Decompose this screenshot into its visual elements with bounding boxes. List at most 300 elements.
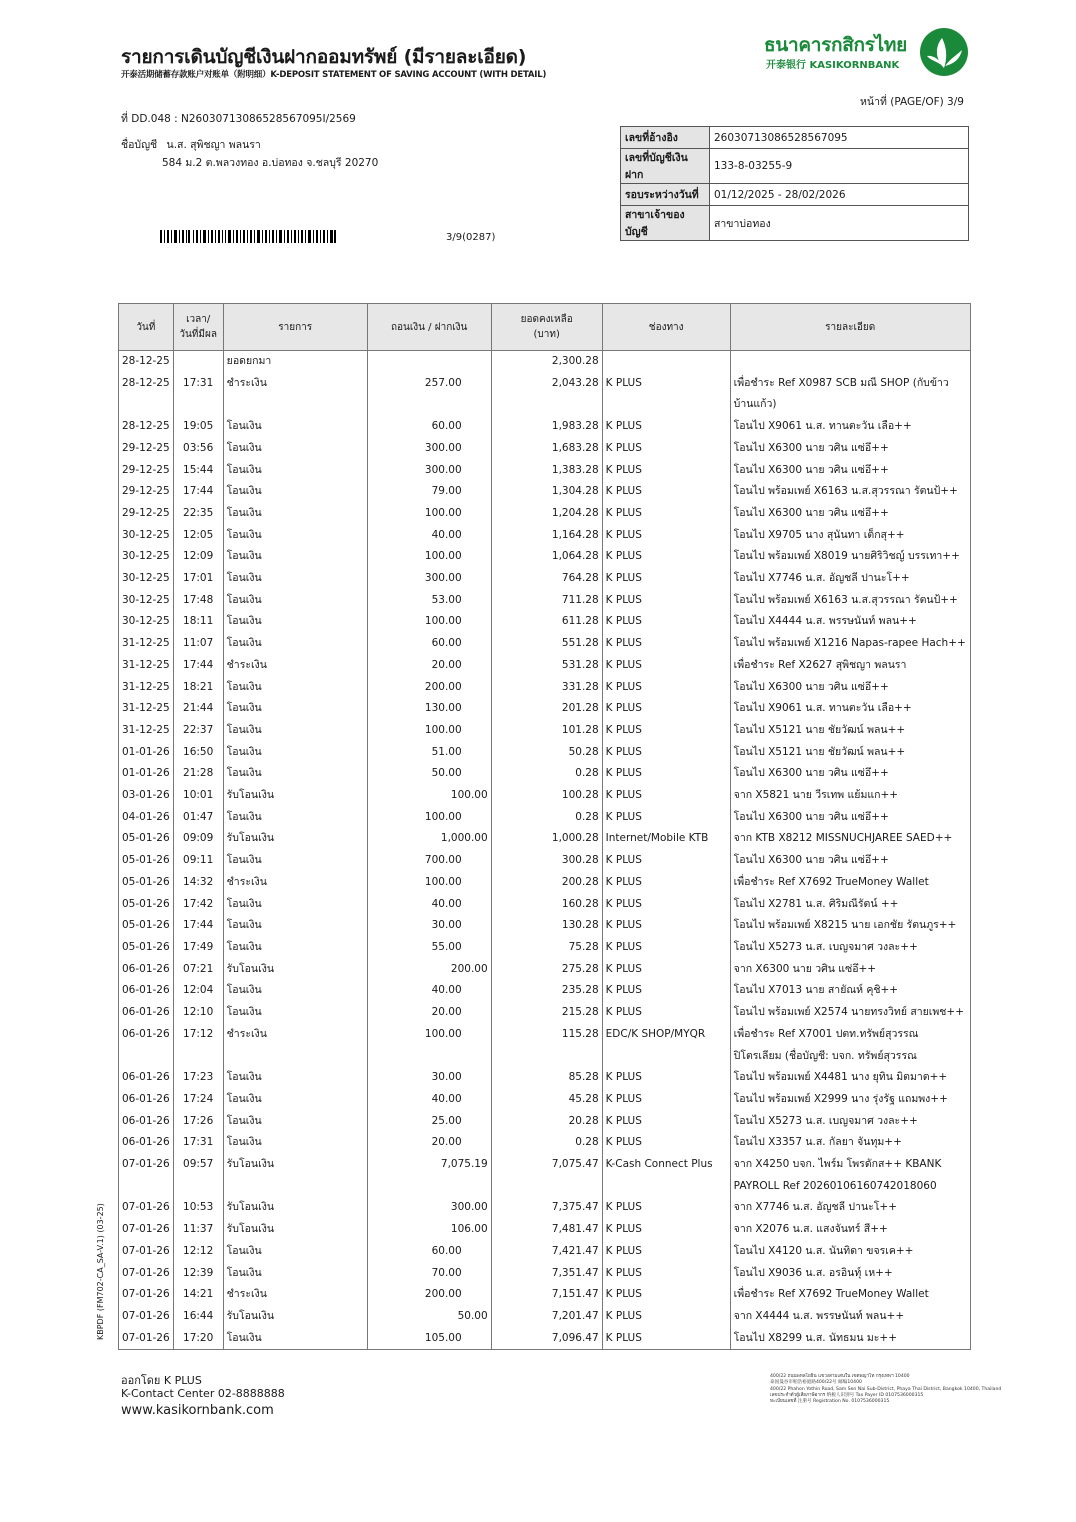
table-row <box>119 1111 971 1133</box>
cell-amount <box>367 438 491 460</box>
cell-item: โอนเงิน <box>223 1089 367 1111</box>
cell-balance: 7,481.47 <box>491 1219 602 1241</box>
cell-time: 12:12 <box>173 1241 223 1263</box>
withdraw-amount: 55.00 <box>431 940 462 953</box>
cell-detail <box>730 1328 970 1350</box>
table-row <box>119 677 971 699</box>
cell-date: 01-01-26 <box>119 742 174 764</box>
cell-channel: K PLUS <box>602 763 730 785</box>
cell-amount <box>367 655 491 677</box>
cell-time: 10:53 <box>173 1197 223 1219</box>
table-row <box>119 1067 971 1089</box>
cell-detail <box>730 1284 970 1306</box>
cell-date: 31-12-25 <box>119 633 174 655</box>
cell-balance: 1,383.28 <box>491 460 602 482</box>
table-row <box>119 481 971 503</box>
withdraw-amount: 40.00 <box>431 897 462 910</box>
cell-date: 06-01-26 <box>119 980 174 1002</box>
cell-channel: K PLUS <box>602 677 730 699</box>
cell-detail <box>730 1024 970 1067</box>
cell-channel: K PLUS <box>602 1263 730 1285</box>
detail-text: เพื่อชำระ Ref X2627 สุพิชญา พลนรา <box>733 658 907 671</box>
statement-subtitle: 开泰活期储蓄存款账户对账单（附明细）K-DEPOSIT STATEMENT OF SAVING ACCOUNT (WITH DETAIL) <box>121 70 547 80</box>
cell-detail <box>730 1002 970 1024</box>
cell-detail <box>730 655 970 677</box>
cell-detail <box>730 351 970 373</box>
cell-detail <box>730 698 970 720</box>
cell-item: โอนเงิน <box>223 1111 367 1133</box>
cell-detail <box>730 1263 970 1285</box>
account-name-label: ชื่อบัญชี <box>121 139 158 151</box>
table-row <box>119 850 971 872</box>
cell-balance: 0.28 <box>491 1132 602 1154</box>
cell-amount <box>367 785 491 807</box>
cell-item: ชำระเงิน <box>223 655 367 677</box>
table-row <box>119 373 971 416</box>
cell-time: 21:28 <box>173 763 223 785</box>
cell-balance: 0.28 <box>491 807 602 829</box>
withdraw-amount: 300.00 <box>424 572 462 585</box>
info-row <box>621 184 969 206</box>
cell-balance: 2,043.28 <box>491 373 602 416</box>
cell-time: 11:37 <box>173 1219 223 1241</box>
cell-balance: 160.28 <box>491 894 602 916</box>
cell-item: โอนเงิน <box>223 720 367 742</box>
table-row <box>119 1024 971 1067</box>
cell-date: 05-01-26 <box>119 915 174 937</box>
cell-date: 31-12-25 <box>119 720 174 742</box>
cell-detail <box>730 525 970 547</box>
detail-text: โอนไป X5273 น.ส. เบญจมาศ วงละ++ <box>733 1114 918 1127</box>
cell-balance: 115.28 <box>491 1024 602 1067</box>
table-row <box>119 1154 971 1197</box>
cell-amount <box>367 1284 491 1306</box>
withdraw-amount: 60.00 <box>431 1244 462 1257</box>
cell-date: 28-12-25 <box>119 351 174 373</box>
issuer-block <box>121 1374 285 1400</box>
detail-text: โอนไป พร้อมเพย์ X6163 น.ส.สุวรรณา รัตนป้++ <box>733 593 958 606</box>
cell-item: รับโอนเงิน <box>223 959 367 981</box>
cell-detail <box>730 1132 970 1154</box>
table-row <box>119 590 971 612</box>
detail-text: จาก X5821 นาย วีรเทพ แย้มแก++ <box>733 789 899 802</box>
detail-text: โอนไป X6300 นาย วศิน แซ่อึ++ <box>733 441 889 454</box>
contact-center: K-Contact Center 02-8888888 <box>121 1387 285 1400</box>
cell-detail <box>730 1067 970 1089</box>
account-name-line <box>121 136 261 153</box>
detail-text: โอนไป X7013 นาย สายัณห์ คุชิ++ <box>733 984 899 997</box>
detail-text: โอนไป พร้อมเพย์ X2574 นายทรงวิทย์ สายเพช++ <box>733 1006 965 1019</box>
detail-text: โอนไป X5273 น.ส. เบญจมาศ วงละ++ <box>733 940 918 953</box>
cell-time: 19:05 <box>173 416 223 438</box>
cell-amount <box>367 677 491 699</box>
cell-item: รับโอนเงิน <box>223 1306 367 1328</box>
cell-item: โอนเงิน <box>223 568 367 590</box>
cell-date: 06-01-26 <box>119 959 174 981</box>
cell-channel: K PLUS <box>602 1132 730 1154</box>
cell-time: 17:23 <box>173 1067 223 1089</box>
cell-date: 30-12-25 <box>119 525 174 547</box>
cell-amount <box>367 807 491 829</box>
cell-amount <box>367 850 491 872</box>
cell-channel: K PLUS <box>602 959 730 981</box>
cell-time: 17:31 <box>173 1132 223 1154</box>
cell-detail <box>730 438 970 460</box>
cell-channel: K PLUS <box>602 1002 730 1024</box>
cell-channel: K PLUS <box>602 785 730 807</box>
cell-balance: 1,204.28 <box>491 503 602 525</box>
cell-channel: K PLUS <box>602 373 730 416</box>
cell-date: 31-12-25 <box>119 655 174 677</box>
withdraw-amount: 100.00 <box>424 723 462 736</box>
cell-time: 17:20 <box>173 1328 223 1350</box>
cell-item: โอนเงิน <box>223 633 367 655</box>
cell-time: 18:21 <box>173 677 223 699</box>
cell-balance: 711.28 <box>491 590 602 612</box>
detail-text: โอนไป พร้อมเพย์ X6163 น.ส.สุวรรณา รัตนป้++ <box>733 485 958 498</box>
cell-time: 07:21 <box>173 959 223 981</box>
info-value: 133-8-03255-9 <box>710 149 969 184</box>
info-value: สาขาบ่อทอง <box>710 206 969 241</box>
cell-balance: 7,421.47 <box>491 1241 602 1263</box>
cell-amount <box>367 763 491 785</box>
barcode-code: 3/9(0287) <box>446 232 496 243</box>
cell-channel: K PLUS <box>602 980 730 1002</box>
detail-text: โอนไป X2781 น.ส. ศิริมณีรัตน์ ++ <box>733 897 899 910</box>
table-row <box>119 1328 971 1350</box>
detail-text: จาก KTB X8212 MISSNUCHJAREE SAED++ <box>733 832 953 845</box>
col-item: รายการ <box>223 304 367 351</box>
cell-date: 07-01-26 <box>119 1241 174 1263</box>
cell-channel: K PLUS <box>602 807 730 829</box>
cell-channel: K PLUS <box>602 655 730 677</box>
cell-amount <box>367 915 491 937</box>
cell-time <box>173 351 223 373</box>
withdraw-amount: 79.00 <box>431 485 462 498</box>
cell-detail <box>730 807 970 829</box>
cell-date: 05-01-26 <box>119 872 174 894</box>
withdraw-amount: 20.00 <box>431 658 462 671</box>
table-row <box>119 894 971 916</box>
table-row <box>119 1197 971 1219</box>
cell-item: โอนเงิน <box>223 416 367 438</box>
cell-time: 17:48 <box>173 590 223 612</box>
cell-balance: 2,300.28 <box>491 351 602 373</box>
cell-time: 22:35 <box>173 503 223 525</box>
cell-time: 17:26 <box>173 1111 223 1133</box>
cell-amount <box>367 1197 491 1219</box>
cell-item: รับโอนเงิน <box>223 828 367 850</box>
withdraw-amount: 200.00 <box>424 1288 462 1301</box>
table-row <box>119 980 971 1002</box>
col-date: วันที่ <box>119 304 174 351</box>
cell-time: 09:09 <box>173 828 223 850</box>
withdraw-amount: 51.00 <box>431 745 462 758</box>
bank-name-en: 开泰银行 KASIKORNBANK <box>766 60 900 71</box>
cell-detail <box>730 872 970 894</box>
cell-amount <box>367 959 491 981</box>
cell-channel: K PLUS <box>602 720 730 742</box>
cell-detail <box>730 915 970 937</box>
cell-time: 12:39 <box>173 1263 223 1285</box>
table-row <box>119 1132 971 1154</box>
cell-date: 05-01-26 <box>119 937 174 959</box>
fine-line: 400/22 ถนนพหลโยธิน แขวงสามเสนใน เขตพญาไท กรุงเทพฯ 10400 <box>770 1374 910 1379</box>
cell-channel: K PLUS <box>602 1067 730 1089</box>
table-row <box>119 1002 971 1024</box>
withdraw-amount: 25.00 <box>431 1114 462 1127</box>
cell-time: 17:24 <box>173 1089 223 1111</box>
cell-balance: 1,983.28 <box>491 416 602 438</box>
cell-date: 07-01-26 <box>119 1263 174 1285</box>
cell-channel: K-Cash Connect Plus <box>602 1154 730 1197</box>
withdraw-amount: 300.00 <box>424 441 462 454</box>
cell-balance: 300.28 <box>491 850 602 872</box>
withdraw-amount: 20.00 <box>431 1136 462 1149</box>
detail-text: โอนไป X6300 นาย วศิน แซ่อึ++ <box>733 506 889 519</box>
cell-channel: K PLUS <box>602 568 730 590</box>
cell-time: 12:05 <box>173 525 223 547</box>
cell-detail <box>730 1197 970 1219</box>
cell-channel: K PLUS <box>602 872 730 894</box>
cell-amount <box>367 1219 491 1241</box>
cell-item: ยอดยกมา <box>223 351 367 373</box>
bank-logo <box>764 24 974 80</box>
withdraw-amount: 100.00 <box>424 1027 462 1040</box>
cell-channel: K PLUS <box>602 1328 730 1350</box>
cell-channel: K PLUS <box>602 525 730 547</box>
table-row <box>119 546 971 568</box>
table-row <box>119 1284 971 1306</box>
cell-amount <box>367 872 491 894</box>
cell-item: โอนเงิน <box>223 546 367 568</box>
cell-detail <box>730 1111 970 1133</box>
detail-text: โอนไป X8299 น.ส. นัทธมน มะ++ <box>733 1331 898 1344</box>
detail-text: เพื่อชำระ Ref X0987 SCB มณี SHOP (กับข้าว <box>733 376 949 389</box>
cell-balance: 200.28 <box>491 872 602 894</box>
cell-detail <box>730 590 970 612</box>
cell-detail <box>730 677 970 699</box>
page-number: หน้าที่ (PAGE/OF) 3/9 <box>860 96 964 108</box>
cell-date: 06-01-26 <box>119 1111 174 1133</box>
statement-title: รายการเดินบัญชีเงินฝากออมทรัพย์ (มีรายละเอียด) <box>121 46 527 68</box>
withdraw-amount: 100.00 <box>424 810 462 823</box>
form-code: KBPDF (FM702-CA_SA-V.1) (03-25) <box>96 1203 105 1340</box>
cell-channel: Internet/Mobile KTB <box>602 828 730 850</box>
cell-balance: 100.28 <box>491 785 602 807</box>
detail-text: จาก X7746 น.ส. อัญชลี ปานะโ++ <box>733 1201 898 1214</box>
cell-balance: 0.28 <box>491 763 602 785</box>
cell-time: 09:57 <box>173 1154 223 1197</box>
table-row <box>119 611 971 633</box>
cell-balance: 1,304.28 <box>491 481 602 503</box>
cell-item: โอนเงิน <box>223 937 367 959</box>
cell-time: 16:50 <box>173 742 223 764</box>
cell-channel: K PLUS <box>602 1284 730 1306</box>
withdraw-amount: 100.00 <box>424 506 462 519</box>
cell-date: 07-01-26 <box>119 1219 174 1241</box>
table-row <box>119 1263 971 1285</box>
cell-detail <box>730 481 970 503</box>
cell-item: โอนเงิน <box>223 438 367 460</box>
cell-date: 07-01-26 <box>119 1328 174 1350</box>
cell-balance: 45.28 <box>491 1089 602 1111</box>
cell-amount <box>367 1111 491 1133</box>
cell-detail <box>730 373 970 416</box>
barcode <box>160 230 336 243</box>
cell-amount <box>367 1089 491 1111</box>
cell-date: 07-01-26 <box>119 1284 174 1306</box>
detail-text: โอนไป X4120 น.ส. นันทิดา ขจรเค++ <box>733 1244 914 1257</box>
table-row <box>119 655 971 677</box>
cell-time: 17:44 <box>173 915 223 937</box>
cell-item: ชำระเงิน <box>223 1024 367 1067</box>
table-header-row <box>119 304 971 351</box>
table-row <box>119 828 971 850</box>
cell-amount <box>367 894 491 916</box>
detail-text: เพื่อชำระ Ref X7001 ปตท.ทรัพย์สุวรรณ <box>733 1027 919 1040</box>
cell-channel: K PLUS <box>602 633 730 655</box>
fine-line: เลขประจำตัวผู้เสียภาษีอากร 纳税人识别号 Tax Payer ID 0107536000315 <box>770 1392 924 1398</box>
detail-text: โอนไป X9705 นาง สุนันทา เต็กสุ++ <box>733 528 905 541</box>
cell-time: 14:21 <box>173 1284 223 1306</box>
detail-text: โอนไป พร้อมเพย์ X2999 นาง รุ่งรัฐ แถมพง++ <box>733 1092 948 1105</box>
cell-time: 17:44 <box>173 481 223 503</box>
cell-detail <box>730 785 970 807</box>
cell-balance: 7,375.47 <box>491 1197 602 1219</box>
cell-channel: K PLUS <box>602 611 730 633</box>
cell-amount <box>367 568 491 590</box>
cell-time: 22:37 <box>173 720 223 742</box>
table-row <box>119 1241 971 1263</box>
detail-text: โอนไป พร้อมเพย์ X8019 นายศิริวิชญ์ บรรเทา++ <box>733 550 960 563</box>
info-row <box>621 127 969 149</box>
cell-item: โอนเงิน <box>223 850 367 872</box>
withdraw-amount: 100.00 <box>424 875 462 888</box>
col-detail: รายละเอียด <box>730 304 970 351</box>
cell-time: 17:31 <box>173 373 223 416</box>
cell-balance: 7,201.47 <box>491 1306 602 1328</box>
cell-balance: 1,164.28 <box>491 525 602 547</box>
deposit-amount: 200.00 <box>450 962 488 975</box>
cell-time: 12:04 <box>173 980 223 1002</box>
cell-item: โอนเงิน <box>223 1241 367 1263</box>
cell-detail <box>730 980 970 1002</box>
info-row <box>621 149 969 184</box>
cell-time: 11:07 <box>173 633 223 655</box>
website-link[interactable]: www.kasikornbank.com <box>121 1403 274 1418</box>
info-value: 01/12/2025 - 28/02/2026 <box>710 184 969 206</box>
issuer-line: ออกโดย K PLUS <box>121 1374 202 1387</box>
cell-date: 07-01-26 <box>119 1154 174 1197</box>
withdraw-amount: 40.00 <box>431 528 462 541</box>
info-row <box>621 206 969 241</box>
cell-date: 30-12-25 <box>119 546 174 568</box>
cell-balance: 130.28 <box>491 915 602 937</box>
cell-detail <box>730 1219 970 1241</box>
deposit-amount: 106.00 <box>450 1223 488 1236</box>
withdraw-amount: 700.00 <box>424 854 462 867</box>
cell-balance: 531.28 <box>491 655 602 677</box>
detail-text: โอนไป X7746 น.ส. อัญชลี ปานะโ++ <box>733 572 910 585</box>
detail-text: โอนไป พร้อมเพย์ X8215 นาย เอกชัย รัตนภูร++ <box>733 919 957 932</box>
table-row <box>119 785 971 807</box>
table-row <box>119 525 971 547</box>
deposit-amount: 100.00 <box>450 789 488 802</box>
col-channel: ช่องทาง <box>602 304 730 351</box>
cell-item: โอนเงิน <box>223 1263 367 1285</box>
cell-time: 17:01 <box>173 568 223 590</box>
table-row <box>119 416 971 438</box>
account-info-table <box>620 126 969 241</box>
info-label: เลขที่อ้างอิง <box>621 127 710 149</box>
cell-channel: K PLUS <box>602 915 730 937</box>
cell-date: 06-01-26 <box>119 1024 174 1067</box>
cell-amount <box>367 1132 491 1154</box>
cell-date: 29-12-25 <box>119 460 174 482</box>
table-row <box>119 915 971 937</box>
cell-detail <box>730 503 970 525</box>
withdraw-amount: 30.00 <box>431 919 462 932</box>
cell-date: 31-12-25 <box>119 698 174 720</box>
cell-item: โอนเงิน <box>223 525 367 547</box>
cell-channel: K PLUS <box>602 742 730 764</box>
cell-amount <box>367 828 491 850</box>
cell-detail <box>730 460 970 482</box>
cell-date: 29-12-25 <box>119 481 174 503</box>
cell-item: โอนเงิน <box>223 698 367 720</box>
cell-amount <box>367 351 491 373</box>
cell-item: โอนเงิน <box>223 1132 367 1154</box>
cell-detail <box>730 546 970 568</box>
cell-balance: 75.28 <box>491 937 602 959</box>
cell-amount <box>367 590 491 612</box>
cell-item: โอนเงิน <box>223 1067 367 1089</box>
table-row <box>119 937 971 959</box>
cell-date: 28-12-25 <box>119 416 174 438</box>
cell-amount <box>367 742 491 764</box>
cell-time: 21:44 <box>173 698 223 720</box>
cell-detail <box>730 763 970 785</box>
cell-item: โอนเงิน <box>223 915 367 937</box>
table-row <box>119 351 971 373</box>
detail-text: จาก X2076 น.ส. แสงจันทร์ สี++ <box>733 1223 888 1236</box>
cell-time: 12:10 <box>173 1002 223 1024</box>
cell-detail <box>730 937 970 959</box>
table-row <box>119 807 971 829</box>
cell-date: 06-01-26 <box>119 1132 174 1154</box>
detail-text: โอนไป X5121 นาย ชัยวัฒน์ พลน++ <box>733 745 906 758</box>
detail-text: โอนไป X6300 นาย วศิน แซ่อึ++ <box>733 854 889 867</box>
cell-amount <box>367 546 491 568</box>
cell-amount <box>367 633 491 655</box>
cell-balance: 7,351.47 <box>491 1263 602 1285</box>
cell-amount <box>367 611 491 633</box>
cell-detail <box>730 742 970 764</box>
cell-time: 09:11 <box>173 850 223 872</box>
cell-amount <box>367 1154 491 1197</box>
info-label: เลขที่บัญชีเงินฝาก <box>621 149 710 184</box>
bank-name-th: ธนาคารกสิกรไทย <box>764 34 907 56</box>
detail-text: โอนไป X9061 น.ส. ทานตะวัน เลือ++ <box>733 702 912 715</box>
withdraw-amount: 257.00 <box>424 376 462 389</box>
cell-time: 16:44 <box>173 1306 223 1328</box>
cell-date: 04-01-26 <box>119 807 174 829</box>
table-row <box>119 763 971 785</box>
withdraw-amount: 60.00 <box>431 637 462 650</box>
cell-channel: K PLUS <box>602 850 730 872</box>
cell-balance: 50.28 <box>491 742 602 764</box>
